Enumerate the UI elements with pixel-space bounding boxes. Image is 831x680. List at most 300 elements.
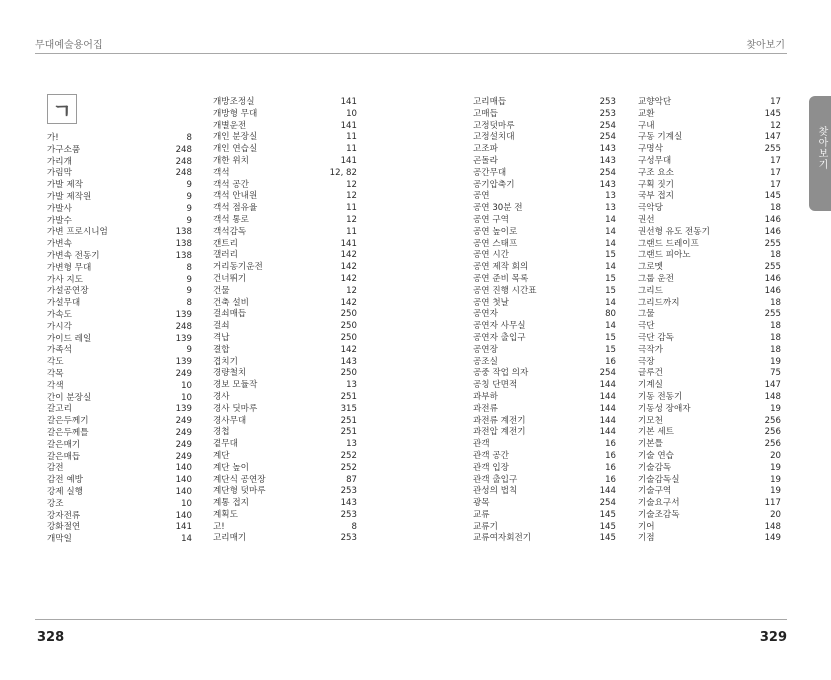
header-rule <box>35 53 787 54</box>
index-term: 권선형 유도 전동기 <box>638 226 710 237</box>
index-page-ref: 13 <box>346 439 357 450</box>
index-page-ref: 8 <box>186 298 192 309</box>
index-page-ref: 140 <box>175 475 192 486</box>
index-page-ref: 14 <box>605 214 616 225</box>
index-page-ref: 146 <box>764 273 781 284</box>
index-page-ref: 249 <box>175 368 192 379</box>
index-entry <box>638 345 781 357</box>
index-entry <box>213 168 357 180</box>
index-term: 구획 짓기 <box>638 179 674 190</box>
index-page-ref: 138 <box>175 250 192 261</box>
index-page-ref: 9 <box>186 345 192 356</box>
index-term: 과전류 계전기 <box>473 415 526 426</box>
index-entry <box>638 463 781 475</box>
index-term: 강자전류 <box>47 510 81 521</box>
index-entry <box>213 132 357 144</box>
index-column-2 <box>213 97 357 545</box>
index-entry <box>473 522 616 534</box>
index-page-ref: 16 <box>605 450 616 461</box>
index-entry <box>47 416 192 428</box>
index-entry <box>638 203 781 215</box>
index-entry <box>638 132 781 144</box>
index-term: 경보 모듈작 <box>213 380 258 391</box>
index-term: 경사 <box>213 391 230 402</box>
index-entry <box>638 522 781 534</box>
index-term: 갠트리 <box>213 238 238 249</box>
index-term: 갈고리 <box>47 404 72 415</box>
index-term: 계단 높이 <box>213 462 249 473</box>
index-term: 개방조정실 <box>213 97 255 107</box>
index-term: 객석 공간 <box>213 179 249 190</box>
index-page-ref: 15 <box>605 285 616 296</box>
index-page-ref: 140 <box>175 510 192 521</box>
index-page-ref: 146 <box>764 214 781 225</box>
index-entry <box>473 132 616 144</box>
index-term: 공연 준비 목록 <box>473 273 529 284</box>
index-entry <box>47 511 192 523</box>
index-page-ref: 142 <box>340 250 357 261</box>
index-term: 공연장 <box>473 344 498 355</box>
index-page-ref: 141 <box>340 238 357 249</box>
index-term: 그리드 <box>638 285 663 296</box>
index-entry <box>47 192 192 204</box>
index-term: 기술감독실 <box>638 474 680 485</box>
index-entry <box>473 380 616 392</box>
index-entry <box>638 97 781 109</box>
index-page-ref: 144 <box>599 486 616 497</box>
index-page-ref: 251 <box>340 391 357 402</box>
index-term: 계획도 <box>213 509 238 520</box>
index-page-ref: 315 <box>340 403 357 414</box>
index-page-ref: 12, 82 <box>329 167 357 178</box>
index-page-ref: 9 <box>186 180 192 191</box>
index-page-ref: 254 <box>599 498 616 509</box>
index-page-ref: 11 <box>346 132 357 143</box>
index-page-ref: 10 <box>181 498 192 509</box>
index-entry <box>213 262 357 274</box>
index-term: 가이드 레일 <box>47 333 92 344</box>
index-page-ref: 253 <box>599 108 616 119</box>
index-page-ref: 12 <box>346 179 357 190</box>
index-term: 간이 분장실 <box>47 392 92 403</box>
index-entry <box>473 298 616 310</box>
index-term: 객석감독 <box>213 226 247 237</box>
index-page-ref: 19 <box>770 462 781 473</box>
index-term: 객석 안내원 <box>213 191 258 202</box>
index-page-ref: 140 <box>175 463 192 474</box>
index-entry <box>638 533 781 545</box>
index-entry <box>213 298 357 310</box>
index-page-ref: 16 <box>605 474 616 485</box>
index-page-ref: 9 <box>186 203 192 214</box>
index-term: 경사무대 <box>213 415 247 426</box>
index-page-ref: 141 <box>175 522 192 533</box>
index-term: 구조 요소 <box>638 167 674 178</box>
index-term: 그물 <box>638 309 655 320</box>
index-term: 가족석 <box>47 345 72 356</box>
index-term: 갈은매기 <box>47 439 81 450</box>
index-term: 고정설치대 <box>473 132 515 143</box>
index-entry <box>47 357 192 369</box>
index-term: 그로멧 <box>638 262 663 273</box>
index-entry <box>473 227 616 239</box>
index-term: 공연 첫날 <box>473 297 509 308</box>
index-page-ref: 248 <box>175 144 192 155</box>
index-entry <box>213 144 357 156</box>
index-entry <box>473 239 616 251</box>
index-page-ref: 139 <box>175 309 192 320</box>
index-page-ref: 253 <box>340 533 357 544</box>
index-entry <box>638 439 781 451</box>
side-tab-label: 찾아보기 <box>816 126 827 170</box>
index-page-ref: 249 <box>175 439 192 450</box>
index-term: 개별운전 <box>213 120 247 131</box>
index-term: 경사 딧마루 <box>213 403 258 414</box>
index-term: 구명삭 <box>638 144 663 155</box>
index-page-ref: 145 <box>764 191 781 202</box>
index-entry <box>638 451 781 463</box>
page-number-left: 328 <box>37 630 65 645</box>
index-term: 공연 <box>473 191 490 202</box>
index-term: 공기압축기 <box>473 179 515 190</box>
index-page-ref: 144 <box>599 415 616 426</box>
index-page-ref: 250 <box>340 368 357 379</box>
index-page-ref: 145 <box>599 521 616 532</box>
index-entry <box>47 428 192 440</box>
index-page-ref: 250 <box>340 309 357 320</box>
index-entry <box>213 451 357 463</box>
index-term: 공연 제작 회의 <box>473 262 529 273</box>
index-entry <box>473 168 616 180</box>
index-page-ref: 15 <box>605 332 616 343</box>
index-entry <box>47 180 192 192</box>
index-entry <box>47 298 192 310</box>
index-term: 공연 시간 <box>473 250 509 261</box>
index-term: 개인 연습실 <box>213 144 258 155</box>
index-page-ref: 142 <box>340 297 357 308</box>
index-term: 관객 출입구 <box>473 474 518 485</box>
index-term: 공칭 단면적 <box>473 380 518 391</box>
index-term: 곤돌라 <box>473 155 498 166</box>
index-entry <box>47 463 192 475</box>
index-page-ref: 251 <box>340 415 357 426</box>
index-term: 구성무대 <box>638 155 672 166</box>
index-term: 과전류 <box>473 403 498 414</box>
index-entry <box>638 321 781 333</box>
index-entry <box>473 309 616 321</box>
index-term: 극작가 <box>638 344 663 355</box>
index-term: 가발 제작 <box>47 180 83 191</box>
index-term: 개막일 <box>47 534 72 545</box>
index-page-ref: 12 <box>770 120 781 131</box>
index-term: 객석 통로 <box>213 214 249 225</box>
index-entry <box>638 239 781 251</box>
index-entry <box>473 439 616 451</box>
index-page-ref: 8 <box>186 262 192 273</box>
index-entry <box>473 215 616 227</box>
index-entry <box>638 380 781 392</box>
index-page-ref: 14 <box>605 297 616 308</box>
index-term: 각목 <box>47 368 64 379</box>
index-entry <box>473 333 616 345</box>
index-entry <box>213 321 357 333</box>
index-term: 극장 <box>638 356 655 367</box>
index-entry <box>638 262 781 274</box>
index-entry <box>213 368 357 380</box>
index-entry <box>213 274 357 286</box>
index-term: 계단 <box>213 450 230 461</box>
index-page-ref: 13 <box>605 203 616 214</box>
index-entry <box>213 416 357 428</box>
index-term: 가발 제작원 <box>47 191 92 202</box>
index-term: 건너뛰기 <box>213 273 247 284</box>
index-term: 공조실 <box>473 356 498 367</box>
index-entry <box>47 475 192 487</box>
index-page-ref: 143 <box>599 144 616 155</box>
index-term: 경량철치 <box>213 368 247 379</box>
index-term: 가변속 전동기 <box>47 250 100 261</box>
index-entry <box>47 452 192 464</box>
index-page-ref: 12 <box>346 214 357 225</box>
index-page-ref: 254 <box>599 132 616 143</box>
index-page-ref: 248 <box>175 156 192 167</box>
index-page-ref: 10 <box>181 380 192 391</box>
index-entry <box>473 156 616 168</box>
index-entry <box>47 404 192 416</box>
index-term: 기동 전동기 <box>638 391 683 402</box>
index-term: 가리개 <box>47 156 72 167</box>
index-entry <box>213 486 357 498</box>
index-term: 갤러리 <box>213 250 238 261</box>
index-term: 가구소품 <box>47 144 81 155</box>
index-page-ref: 255 <box>764 262 781 273</box>
index-entry <box>47 168 192 180</box>
index-page-ref: 145 <box>599 509 616 520</box>
index-term: 기술감독 <box>638 462 672 473</box>
section-letter-box: ㄱ <box>47 94 77 124</box>
index-page-ref: 138 <box>175 227 192 238</box>
index-entry <box>473 180 616 192</box>
index-page-ref: 139 <box>175 357 192 368</box>
index-entry <box>638 309 781 321</box>
running-header-right: 찾아보기 <box>746 40 785 51</box>
index-page-ref: 80 <box>605 309 616 320</box>
index-entry <box>638 191 781 203</box>
index-page-ref: 75 <box>770 368 781 379</box>
index-term: 거리동기운전 <box>213 262 263 273</box>
index-page-ref: 139 <box>175 404 192 415</box>
index-term: 공연 구역 <box>473 214 509 225</box>
index-page-ref: 256 <box>764 427 781 438</box>
index-entry <box>47 369 192 381</box>
index-entry <box>47 381 192 393</box>
index-term: 기모천 <box>638 415 663 426</box>
index-entry <box>473 416 616 428</box>
index-page-ref: 248 <box>175 168 192 179</box>
index-entry <box>638 286 781 298</box>
index-entry <box>47 263 192 275</box>
index-term: 가시각 <box>47 321 72 332</box>
index-entry <box>213 227 357 239</box>
index-term: 공연자 <box>473 309 498 320</box>
index-page-ref: 14 <box>181 534 192 545</box>
index-page-ref: 142 <box>340 344 357 355</box>
index-page-ref: 18 <box>770 321 781 332</box>
index-term: 걸쇠매듭 <box>213 309 247 320</box>
index-term: 기술구역 <box>638 486 672 497</box>
index-page-ref: 20 <box>770 509 781 520</box>
index-term: 개인 분장실 <box>213 132 258 143</box>
index-term: 기술조감독 <box>638 509 680 520</box>
index-entry <box>47 286 192 298</box>
index-term: 객석 점유율 <box>213 203 258 214</box>
index-term: 갈은두께틀 <box>47 427 89 438</box>
index-entry <box>638 404 781 416</box>
index-entry <box>213 97 357 109</box>
index-page-ref: 253 <box>340 486 357 497</box>
index-page-ref: 14 <box>605 226 616 237</box>
index-entry <box>473 97 616 109</box>
index-term: 계단식 공연장 <box>213 474 266 485</box>
index-entry <box>638 510 781 522</box>
index-page-ref: 9 <box>186 191 192 202</box>
index-entry <box>638 227 781 239</box>
index-page-ref: 253 <box>599 97 616 107</box>
index-page-ref: 149 <box>764 533 781 544</box>
index-term: 극악당 <box>638 203 663 214</box>
index-page-ref: 250 <box>340 332 357 343</box>
index-page-ref: 141 <box>340 155 357 166</box>
index-page-ref: 248 <box>175 321 192 332</box>
index-page-ref: 141 <box>340 120 357 131</box>
index-entry <box>473 357 616 369</box>
index-term: 객석 <box>213 167 230 178</box>
index-column-1 <box>47 133 192 546</box>
index-page-ref: 14 <box>605 238 616 249</box>
index-term: 공중 작업 의자 <box>473 368 529 379</box>
index-side-tab <box>809 96 831 211</box>
index-term: 계단형 덧마루 <box>213 486 266 497</box>
running-header-left: 무대예술용어집 <box>35 40 103 51</box>
index-entry <box>473 109 616 121</box>
index-page-ref: 252 <box>340 450 357 461</box>
index-page-ref: 17 <box>770 155 781 166</box>
index-entry <box>47 322 192 334</box>
index-entry <box>638 498 781 510</box>
index-page-ref: 117 <box>764 498 781 509</box>
index-entry <box>638 475 781 487</box>
index-entry <box>47 145 192 157</box>
index-entry <box>473 486 616 498</box>
index-page-ref: 11 <box>346 226 357 237</box>
index-entry <box>638 274 781 286</box>
index-term: 교류기 <box>473 521 498 532</box>
index-page-ref: 15 <box>605 250 616 261</box>
index-entry <box>473 368 616 380</box>
index-term: 공연 진행 시간표 <box>473 285 537 296</box>
index-term: 가발사 <box>47 203 72 214</box>
index-entry <box>638 416 781 428</box>
index-term: 기계실 <box>638 380 663 391</box>
index-page-ref: 18 <box>770 203 781 214</box>
index-entry <box>47 334 192 346</box>
index-entry <box>473 203 616 215</box>
index-entry <box>473 498 616 510</box>
index-term: 기점 <box>638 533 655 544</box>
index-term: 감전 예방 <box>47 475 83 486</box>
index-page-ref: 87 <box>346 474 357 485</box>
index-term: 관객 <box>473 439 490 450</box>
index-page-ref: 143 <box>599 155 616 166</box>
index-entry <box>638 357 781 369</box>
index-page-ref: 9 <box>186 274 192 285</box>
index-term: 극단 <box>638 321 655 332</box>
index-page-ref: 144 <box>599 427 616 438</box>
index-term: 구내 <box>638 120 655 131</box>
index-entry <box>213 392 357 404</box>
index-term: 국부 접지 <box>638 191 674 202</box>
index-term: 개방형 무대 <box>213 108 258 119</box>
index-term: 고조파 <box>473 144 498 155</box>
index-term: 공연 높이로 <box>473 226 518 237</box>
index-term: 결합 <box>213 344 230 355</box>
index-entry <box>638 180 781 192</box>
index-page-ref: 145 <box>764 108 781 119</box>
index-entry <box>213 250 357 262</box>
index-term: 기본 세트 <box>638 427 674 438</box>
index-page-ref: 143 <box>340 356 357 367</box>
index-term: 글루건 <box>638 368 663 379</box>
index-entry <box>473 345 616 357</box>
index-page-ref: 13 <box>605 191 616 202</box>
index-term: 그랜드 피아노 <box>638 250 691 261</box>
index-term: 과전압 계전기 <box>473 427 526 438</box>
index-page-ref: 256 <box>764 415 781 426</box>
index-page-ref: 145 <box>599 533 616 544</box>
index-page-ref: 10 <box>181 392 192 403</box>
index-page-ref: 19 <box>770 474 781 485</box>
index-page-ref: 148 <box>764 391 781 402</box>
index-page-ref: 141 <box>340 97 357 107</box>
index-term: 공연 스태프 <box>473 238 518 249</box>
index-term: 가변형 무대 <box>47 262 92 273</box>
index-term: 기술 연습 <box>638 450 674 461</box>
index-term: 고정덧마루 <box>473 120 515 131</box>
index-term: 격납 <box>213 332 230 343</box>
index-page-ref: 18 <box>770 297 781 308</box>
index-term: 가사 지도 <box>47 274 83 285</box>
index-entry <box>213 333 357 345</box>
index-entry <box>638 298 781 310</box>
index-term: 기동성 장애자 <box>638 403 691 414</box>
index-term: 가변속 <box>47 239 72 250</box>
index-term: 고! <box>213 521 225 532</box>
index-entry <box>473 404 616 416</box>
index-term: 공연자 출입구 <box>473 332 526 343</box>
index-entry <box>47 157 192 169</box>
index-entry <box>213 439 357 451</box>
index-entry <box>473 286 616 298</box>
index-term: 그룹 운전 <box>638 273 674 284</box>
index-page-ref: 251 <box>340 427 357 438</box>
index-term: 극단 감독 <box>638 332 674 343</box>
index-term: 과부하 <box>473 391 498 402</box>
index-term: 관객 공간 <box>473 450 509 461</box>
index-page-ref: 142 <box>340 273 357 284</box>
index-term: 겹치기 <box>213 356 238 367</box>
index-term: 곁무대 <box>213 439 238 450</box>
index-term: 관객 입장 <box>473 462 509 473</box>
